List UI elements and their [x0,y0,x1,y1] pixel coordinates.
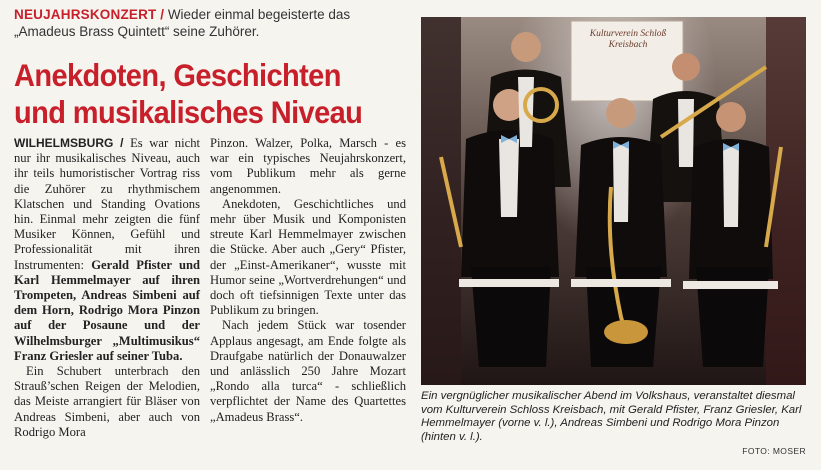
paragraph-2: Ein Schubert unterbrach den Strauß’schen Reigen der Melodien, das Meiste arrangiert für Bläser von Andreas Simbeni, aber auch von Rodrigo Mora [14,364,200,439]
paragraph-3: Pinzon. Walzer, Polka, Marsch - es war ein typisches Neujahrskonzert, vom Publikum mehr als gerne angenommen. [210,136,406,196]
kicker-text: Wieder einmal begeisterte das „Amadeus Brass Quintett“ seine Zuhörer. [14,7,351,39]
dateline: WILHELMSBURG / [14,136,124,150]
headline-line-1: Anekdoten, Geschichten [14,59,341,94]
article-column-2 [210,136,406,425]
band-photo [421,17,806,385]
kicker-separator: / [160,7,165,22]
article-kicker [14,6,409,40]
headline-line-2: und musikalisches Niveau [14,95,363,131]
article-headline [14,58,409,131]
paragraph-5: Nach jedem Stück war tosender Applaus angesagt, am Ende folgte als Draufgabe natürlich der Donauwalzer und anlässlich 250 Jahre Mozart „Rondo alla turca“ - schließlich verpflichtet der Name des Quartettes „Amadeus Brass“. [210,318,406,424]
photo-caption: Ein vergnüglicher musikalischer Abend im Volkshaus, veranstaltet diesmal vom Kulturverein Schloss Kreisbach, mit Gerald Pfister, Franz Griesler, Karl Hemmelmayer (vorne v. l.), Andreas Simbeni und Rodrigo Mora Pinzon (hinten v. l.). [421,390,802,443]
article-column-1 [14,136,200,440]
musician-list: Gerald Pfister und Karl Hemmelmayer auf ihren Trompeten, Andreas Simbeni auf dem Horn, Rodrigo Mora Pinzon auf der Posaune und der Wilhelmsburger „Multimusikus“ Franz Griesler auf seiner Tuba. [14,257,200,363]
paragraph-1 [14,136,200,364]
band-photo-illustration [421,17,806,385]
photo-credit: FOTO: MOSER [742,446,806,456]
banner-sign: Kulturverein Schloß Kreisbach [589,29,667,50]
section-tag: NEUJAHRSKONZERT [14,7,157,22]
paragraph-1-text: Es war nicht nur ihr musikalisches Niveau, auch ihr teils humoristischer Vortrag riss die Zuhörer zu rhythmischem Klatschen und Standing Ovations hin. Einmal mehr zeigten die fünf Musiker Können, Gefühl und Professionalität mit ihren Instrumenten: [14,136,200,272]
paragraph-4: Anekdoten, Geschichtliches und mehr über Musik und Komponisten streute Karl Hemmelmayer zwischen die Stücke. Aber auch „Gery“ Pfister, der „Einst-Amerikaner“, wusste mit Humor seine „Wortverdrehungen“ und doch oft tiefsinnigen Texte unter das Publikum zu bringen. [210,196,406,318]
